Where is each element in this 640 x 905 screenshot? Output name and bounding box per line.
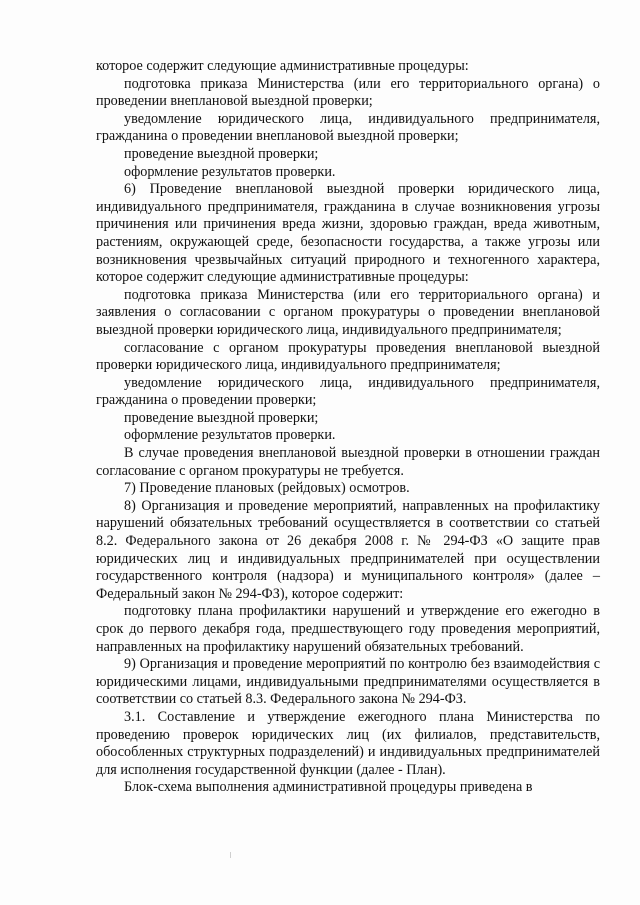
paragraph: 3.1. Составление и утверждение ежегодного плана Министерства по проведению проверок юридических лиц (их филиалов, представительств, обособленных структурных подразделений) и индивидуальных предпринимателей для исполнения государственной функции (далее - План). <box>96 708 600 778</box>
paragraph: 8) Организация и проведение мероприятий, направленных на профилактику нарушений обязательных требований осуществляется в соответствии со статьей 8.2. Федерального закона от 26 декабря 2008 г. № 294-ФЗ «О защите прав юридических лиц и индивидуальных предпринимателей при осуществлении государственного контроля (надзора) и муниципального контроля» (далее – Федеральный закон № 294-ФЗ), которое содержит: <box>96 497 600 602</box>
paragraph: согласование с органом прокуратуры проведения внеплановой выездной проверки юридического лица, индивидуального предпринимателя; <box>96 339 600 374</box>
paragraph: Блок-схема выполнения административной процедуры приведена в <box>124 779 533 796</box>
paragraph: уведомление юридического лица, индивидуального предпринимателя, гражданина о проведении внеплановой выездной проверки; <box>96 110 600 145</box>
paragraph: проведение выездной проверки; <box>124 145 319 162</box>
paragraph: 7) Проведение плановых (рейдовых) осмотров. <box>124 480 410 497</box>
paragraph: оформление результатов проверки. <box>124 427 336 444</box>
document-body <box>96 58 600 797</box>
paragraph: проведение выездной проверки; <box>124 409 319 426</box>
scan-mark <box>230 852 231 858</box>
paragraph: уведомление юридического лица, индивидуального предпринимателя, гражданина о проведении проверки; <box>96 374 600 409</box>
paragraph: подготовка приказа Министерства (или его территориального органа) и заявления о согласовании с органом прокуратуры о проведении внеплановой выездной проверки юридического лица, индивидуального предпринимателя; <box>96 286 600 338</box>
paragraph: 9) Организация и проведение мероприятий по контролю без взаимодействия с юридическими лицами, индивидуальными предпринимателями осуществляется в соответствии со статьей 8.3. Федерального закона № 294-ФЗ. <box>96 656 600 708</box>
paragraph: подготовку плана профилактики нарушений и утверждение его ежегодно в срок до первого декабря года, предшествующего году проведения мероприятий, направленных на профилактику нарушений обязательных требований. <box>96 603 600 655</box>
paragraph: 6) Проведение внеплановой выездной проверки юридического лица, индивидуального предпринимателя, гражданина в случае возникновения угрозы причинения или причинения вреда жизни, здоровью граждан, вреда животным, растениям, окружающей среде, безопасности государства, а также угрозы или возникновения чрезвычайных ситуаций природного и техногенного характера, которое содержит следующие административные процедуры: <box>96 181 600 286</box>
paragraph: подготовка приказа Министерства (или его территориального органа) о проведении внеплановой выездной проверки; <box>96 75 600 110</box>
paragraph: В случае проведения внеплановой выездной проверки в отношении граждан согласование с органом прокуратуры не требуется. <box>96 445 600 479</box>
paragraph: которое содержит следующие административные процедуры: <box>96 58 469 74</box>
paragraph: оформление результатов проверки. <box>124 163 336 180</box>
